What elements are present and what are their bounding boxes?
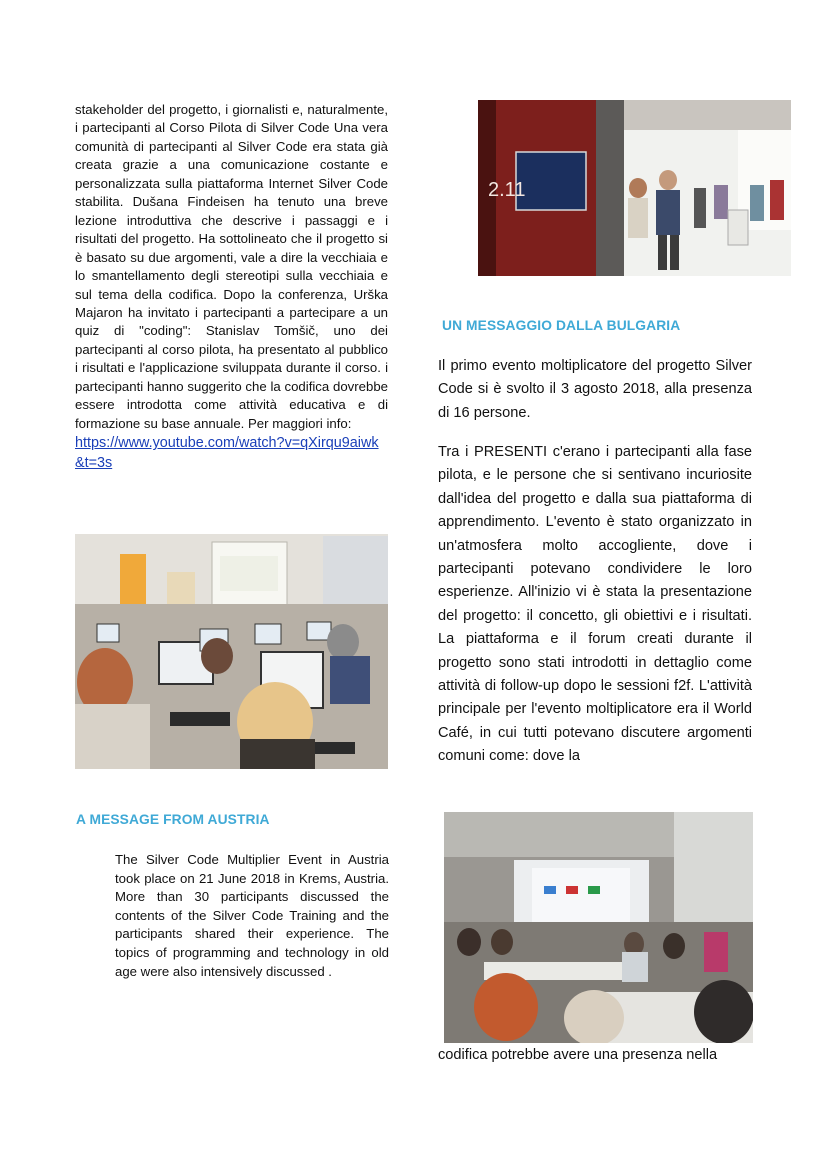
austria-paragraph: The Silver Code Multiplier Event in Austria took place on 21 June 2018 in Krems, Austria. More than 30 participants discussed the contents of the Silver Code Training and the participants shared their experience. The topics of programming and technology in old age were also intensively discussed . xyxy=(115,852,389,979)
intro-paragraph: stakeholder del progetto, i giornalisti e, naturalmente, i partecipanti al Corso Pilota di Silver Code Una vera comunità di partecipanti al Silver Code era stata già creata grazie a una comunicazione costante e personalizzata sulla piattaforma Internet Silver Code stabilita. Dušana Findeisen ha tenuto una breve lezione introduttiva che descrive i passaggi e i risultati del progetto. Ha sottolineato che il progetto si è basato su due argomenti, vale a dire la vecchiaia e lo smantellamento degli stereotipi sulla vecchiaia e sul tema della codifica. Dopo la conferenza, Urška Majaron ha invitato i partecipanti a partecipare a un quiz di "coding": Stanislav Tomšič, uno dei partecipanti al corso pilota, ha presentato al pubblico i risultati e l'applicazione sviluppata durante il corso. i partecipanti hanno suggerito che la codifica dovrebbe essere introdotta come attività educativa e di formazione su base annuale. Per maggiori info: xyxy=(75,102,388,431)
bulgaria-paragraph-3: codifica potrebbe avere una presenza nella xyxy=(438,1047,718,1063)
bulgaria-event-photo xyxy=(444,812,753,1043)
poster-number: 2.11 xyxy=(488,179,526,201)
conference-photo xyxy=(478,100,791,276)
left-column-text xyxy=(75,101,388,473)
youtube-link[interactable]: https://www.youtube.com/watch?v=qXirqu9aiwk&t=3s xyxy=(75,435,379,472)
austria-heading: A MESSAGE FROM AUSTRIA xyxy=(76,812,270,827)
bulgaria-paragraph-1: Il primo evento moltiplicatore del progetto Silver Code si è svolto il 3 agosto 2018, alla presenza di 16 persone. xyxy=(438,358,752,421)
bulgaria-heading: UN MESSAGGIO DALLA BULGARIA xyxy=(442,318,681,333)
bulgaria-paragraph-2: Tra i PRESENTI c'erano i partecipanti alla fase pilota, e le persone che si sentivano incuriosite dall'idea del progetto e dalla sua piattaforma di apprendimento. L'evento è stato organizzato in un'atmosfera molto accogliente, dove i partecipanti potevano condividere le loro esperienze. All'inizio vi è stata la presentazione del progetto: il concetto, gli obiettivi e i risultati. La piattaforma e il forum creati durante il progetto sono stati introdotti in dettaglio come attività di follow-up dopo le sessioni f2f. L'attività principale per l'evento moltiplicatore era il World Café, in cui tutti potevano discutere argomenti comuni come: dove la xyxy=(438,444,752,765)
classroom-photo xyxy=(75,534,388,769)
